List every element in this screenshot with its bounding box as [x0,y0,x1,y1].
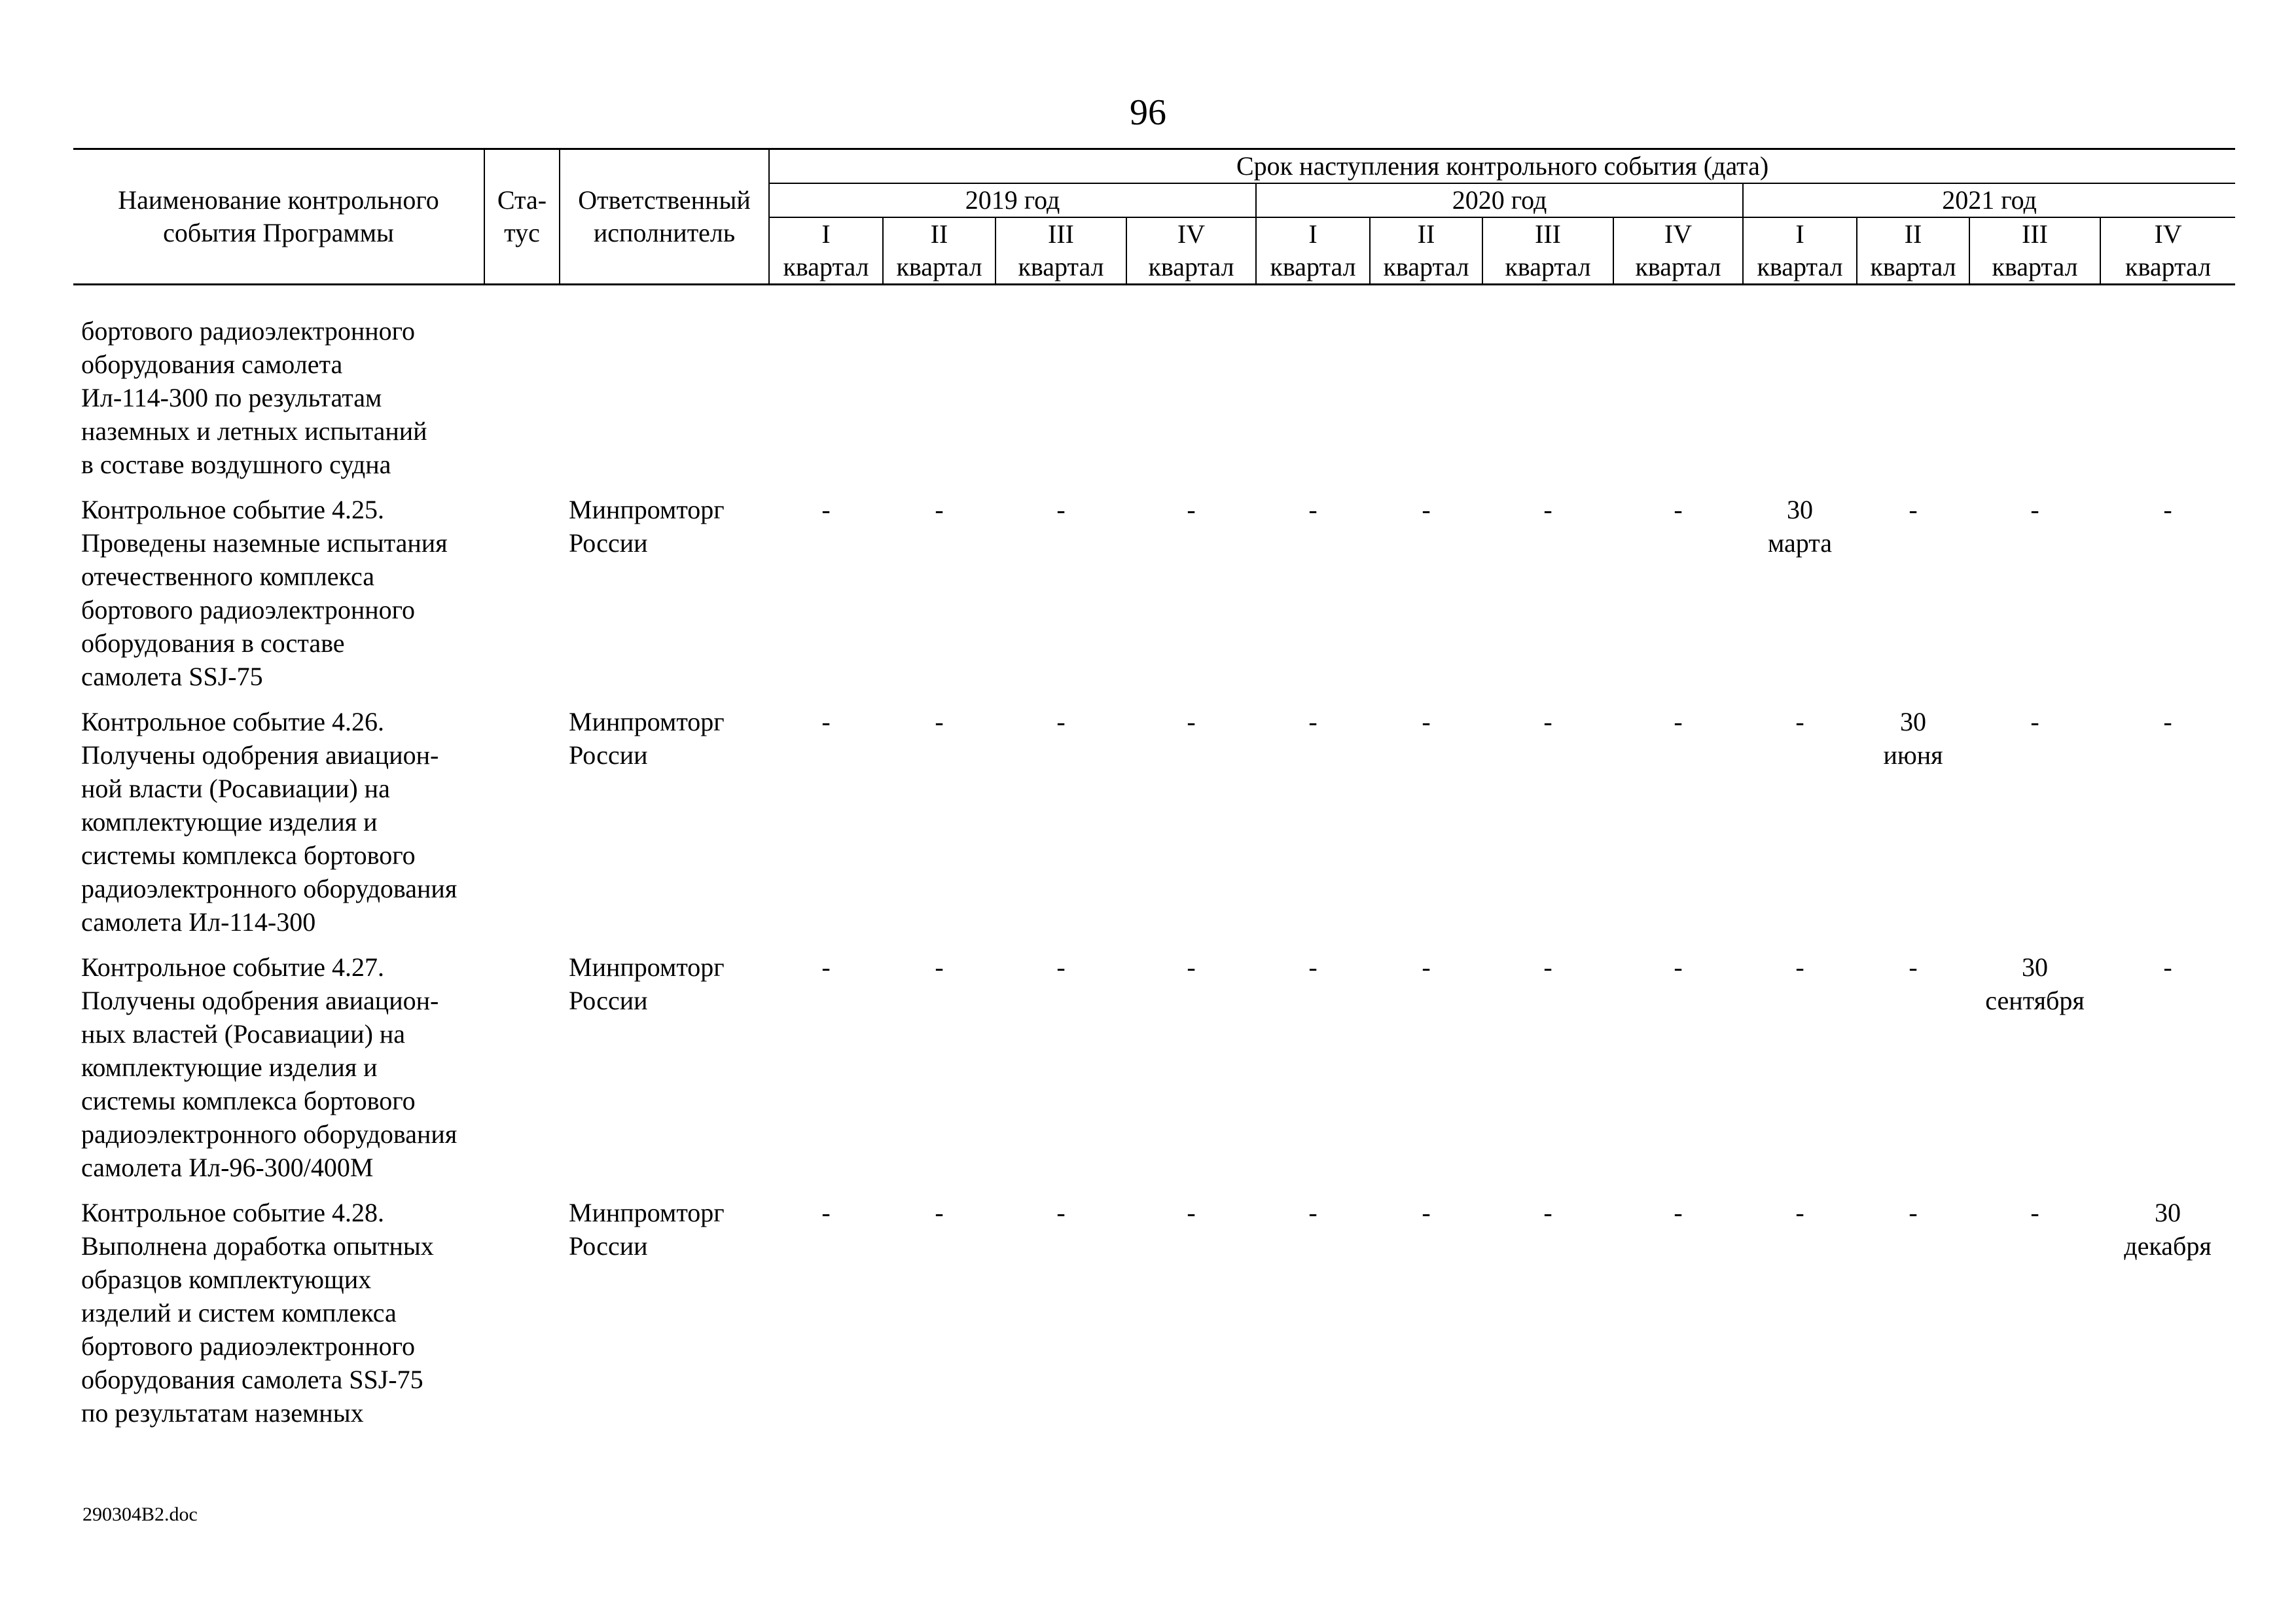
quarter-value: - [821,1198,831,1227]
header-year-2020: 2020 год [1256,183,1743,217]
quarter-cell [1370,1196,1482,1441]
responsible-line: России [569,986,648,1015]
name-line: радиоэлектронного оборудования [81,874,457,903]
name-line: ной власти (Росавиации) на [81,774,390,803]
header-quarter-word: квартал [2100,251,2235,285]
name-line: в составе воздушного судна [81,450,391,479]
quarter-cell [1370,705,1482,950]
quarter-cell [1743,493,1857,705]
header-quarter-numeral: IV [1613,217,1743,251]
header-quarter-word: квартал [1969,251,2100,285]
quarter-value: - [935,495,944,524]
quarter-cell [996,493,1126,705]
quarter-value: - [1308,1198,1318,1227]
name-line: комплектующие изделия и [81,807,378,837]
quarter-value: - [1056,1198,1066,1227]
name-line: радиоэлектронного оборудования [81,1119,457,1149]
name-line: Проведены наземные испытания [81,528,448,558]
quarter-cell [883,705,996,950]
quarter-value: - [1795,1198,1804,1227]
quarter-value: - [1422,1198,1431,1227]
quarter-cell [996,1196,1126,1441]
document-filename: 290304B2.doc [82,1504,198,1525]
header-quarter-numeral: IV [1126,217,1256,251]
responsible-line: Минпромторг [569,495,725,524]
name-line: бортового радиоэлектронного [81,1331,416,1361]
quarter-cell [1743,705,1857,950]
header-quarter-word: квартал [1482,251,1613,285]
name-line: самолета Ил-96-300/400М [81,1153,374,1182]
quarter-cell [1969,493,2100,705]
event-responsible [560,705,769,950]
quarter-cell [1256,1196,1370,1441]
quarter-cell [1482,950,1613,1196]
quarter-value: - [1308,495,1318,524]
header-quarter-word: квартал [996,251,1126,285]
header-quarter-word: квартал [1370,251,1482,285]
header-responsible-column: Ответственный исполнитель [560,149,769,285]
name-line: Получены одобрения авиацион- [81,986,439,1015]
quarter-cell [2100,950,2235,1196]
name-line: Контрольное событие 4.28. [81,1198,385,1227]
header-quarter-numeral: III [1969,217,2100,251]
quarter-cell [2100,1196,2235,1441]
quarter-value: - [1543,952,1552,982]
responsible-line: России [569,1231,648,1261]
table-header [73,148,2235,285]
quarter-value: 30 [2155,1198,2181,1227]
quarter-value: - [2030,1198,2039,1227]
header-quarter-numeral: I [1743,217,1857,251]
name-line: оборудования в составе [81,628,345,658]
event-row [73,705,2235,950]
quarter-cell [1613,705,1743,950]
quarter-value: - [1422,952,1431,982]
quarter-cell [1613,493,1743,705]
quarter-value: - [1543,495,1552,524]
quarter-value: марта [1768,528,1832,558]
quarter-value: июня [1883,740,1943,770]
quarter-cell [769,493,883,705]
event-status [484,493,560,705]
header-quarter-numeral: I [1256,217,1370,251]
name-line: по результатам наземных [81,1398,364,1428]
name-line: ных властей (Росавиации) на [81,1019,406,1049]
quarter-cell [1126,1196,1256,1441]
quarter-value: - [1056,952,1066,982]
event-status [484,1196,560,1441]
quarter-cell [1126,493,1256,705]
name-line: системы комплекса бортового [81,840,416,870]
quarter-value: - [1674,1198,1683,1227]
quarter-value: - [2030,495,2039,524]
name-line: бортового радиоэлектронного [81,316,416,346]
quarter-cell [1126,950,1256,1196]
header-quarter-numeral: III [996,217,1126,251]
quarter-value: 30 [1900,707,1926,736]
quarter-cell [769,1196,883,1441]
quarter-cell [1969,1196,2100,1441]
quarter-cell [1256,493,1370,705]
header-quarter-word: квартал [883,251,996,285]
name-line: отечественного комплекса [81,562,374,591]
quarter-cell [769,705,883,950]
quarter-value: - [1308,707,1318,736]
quarter-value: - [1795,707,1804,736]
name-line: бортового радиоэлектронного [81,595,416,624]
quarter-cell [883,950,996,1196]
name-line: Контрольное событие 4.26. [81,707,385,736]
quarter-cell [1482,1196,1613,1441]
quarter-value: - [1308,952,1318,982]
continuation-text [73,314,484,493]
header-quarter-word: квартал [1613,251,1743,285]
quarter-value: - [1674,952,1683,982]
quarter-cell [883,1196,996,1441]
quarter-value: - [1422,495,1431,524]
header-quarter-word: квартал [1743,251,1857,285]
header-quarter-numeral: III [1482,217,1613,251]
quarter-value: - [2163,707,2172,736]
quarter-cell [1256,950,1370,1196]
quarter-value: - [1909,1198,1918,1227]
header-quarter-word: квартал [769,251,883,285]
quarter-value: - [1187,495,1196,524]
quarter-value: - [2163,952,2172,982]
quarter-value: - [1187,707,1196,736]
quarter-cell [2100,493,2235,705]
name-line: образцов комплектующих [81,1265,372,1294]
quarter-value: - [935,952,944,982]
header-quarter-numeral: II [1370,217,1482,251]
quarter-cell [1482,493,1613,705]
page-number: 96 [1130,92,1166,133]
quarter-cell [1126,705,1256,950]
quarter-cell [2100,705,2235,950]
events-table [73,314,2235,1441]
quarter-cell [1743,950,1857,1196]
quarter-value: сентября [1985,986,2085,1015]
quarter-value: декабря [2124,1231,2212,1261]
responsible-line: Минпромторг [569,952,725,982]
header-quarter-word: квартал [1256,251,1370,285]
quarter-cell [1857,950,1969,1196]
quarter-cell [1613,950,1743,1196]
quarter-value: - [935,1198,944,1227]
quarter-cell [1857,493,1969,705]
continuation-row [73,314,2235,493]
quarter-value: - [2030,707,2039,736]
quarter-value: - [1422,707,1431,736]
quarter-cell [1613,1196,1743,1441]
responsible-line: Минпромторг [569,1198,725,1227]
name-line: изделий и систем комплекса [81,1298,397,1327]
event-name [73,950,484,1196]
quarter-value: - [1056,707,1066,736]
quarter-cell [1256,705,1370,950]
header-quarter-word: квартал [1126,251,1256,285]
header-year-2019: 2019 год [769,183,1256,217]
header-quarter-word: квартал [1857,251,1969,285]
quarter-value: - [1674,495,1683,524]
name-line: комплектующие изделия и [81,1053,378,1082]
event-responsible [560,950,769,1196]
quarter-value: 30 [1787,495,1813,524]
quarter-cell [1370,493,1482,705]
name-line: Контрольное событие 4.25. [81,495,385,524]
header-quarter-numeral: II [1857,217,1969,251]
quarter-value: - [1187,952,1196,982]
quarter-cell [996,705,1126,950]
responsible-line: России [569,740,648,770]
event-name [73,705,484,950]
name-line: самолета Ил-114-300 [81,907,316,937]
quarter-value: - [1543,1198,1552,1227]
name-line: оборудования самолета [81,350,343,379]
name-line: Контрольное событие 4.27. [81,952,385,982]
header-deadline: Срок наступления контрольного события (дата) [769,149,2235,184]
header-quarter-numeral: I [769,217,883,251]
header-status-column: Ста- тус [484,149,560,285]
event-status [484,705,560,950]
name-line: наземных и летных испытаний [81,416,427,446]
quarter-cell [1969,950,2100,1196]
quarter-value: - [1187,1198,1196,1227]
responsible-line: Минпромторг [569,707,725,736]
quarter-value: - [1056,495,1066,524]
event-row [73,493,2235,705]
quarter-cell [1969,705,2100,950]
name-line: Выполнена доработка опытных [81,1231,434,1261]
quarter-value: - [1674,707,1683,736]
name-line: оборудования самолета SSJ-75 [81,1365,423,1394]
responsible-line: России [569,528,648,558]
quarter-value: - [821,707,831,736]
quarter-cell [769,950,883,1196]
event-row [73,950,2235,1196]
quarter-value: - [821,952,831,982]
quarter-cell [883,493,996,705]
name-line: самолета SSJ-75 [81,662,263,691]
quarter-cell [1857,1196,1969,1441]
quarter-value: 30 [2022,952,2048,982]
quarter-cell [1743,1196,1857,1441]
event-status [484,950,560,1196]
quarter-value: - [821,495,831,524]
name-line: Ил-114-300 по результатам [81,383,382,412]
header-name-column: Наименование контрольного события Программы [73,149,484,285]
quarter-value: - [1909,495,1918,524]
quarter-value: - [1795,952,1804,982]
quarter-cell [1482,705,1613,950]
quarter-value: - [2163,495,2172,524]
event-responsible [560,493,769,705]
header-quarter-numeral: II [883,217,996,251]
quarter-value: - [1909,952,1918,982]
header-year-2021: 2021 год [1743,183,2235,217]
header-quarter-numeral: IV [2100,217,2235,251]
event-name [73,493,484,705]
event-name [73,1196,484,1441]
name-line: системы комплекса бортового [81,1086,416,1115]
event-responsible [560,1196,769,1441]
quarter-value: - [1543,707,1552,736]
quarter-cell [1370,950,1482,1196]
name-line: Получены одобрения авиацион- [81,740,439,770]
quarter-value: - [935,707,944,736]
event-row [73,1196,2235,1441]
quarter-cell [996,950,1126,1196]
quarter-cell [1857,705,1969,950]
